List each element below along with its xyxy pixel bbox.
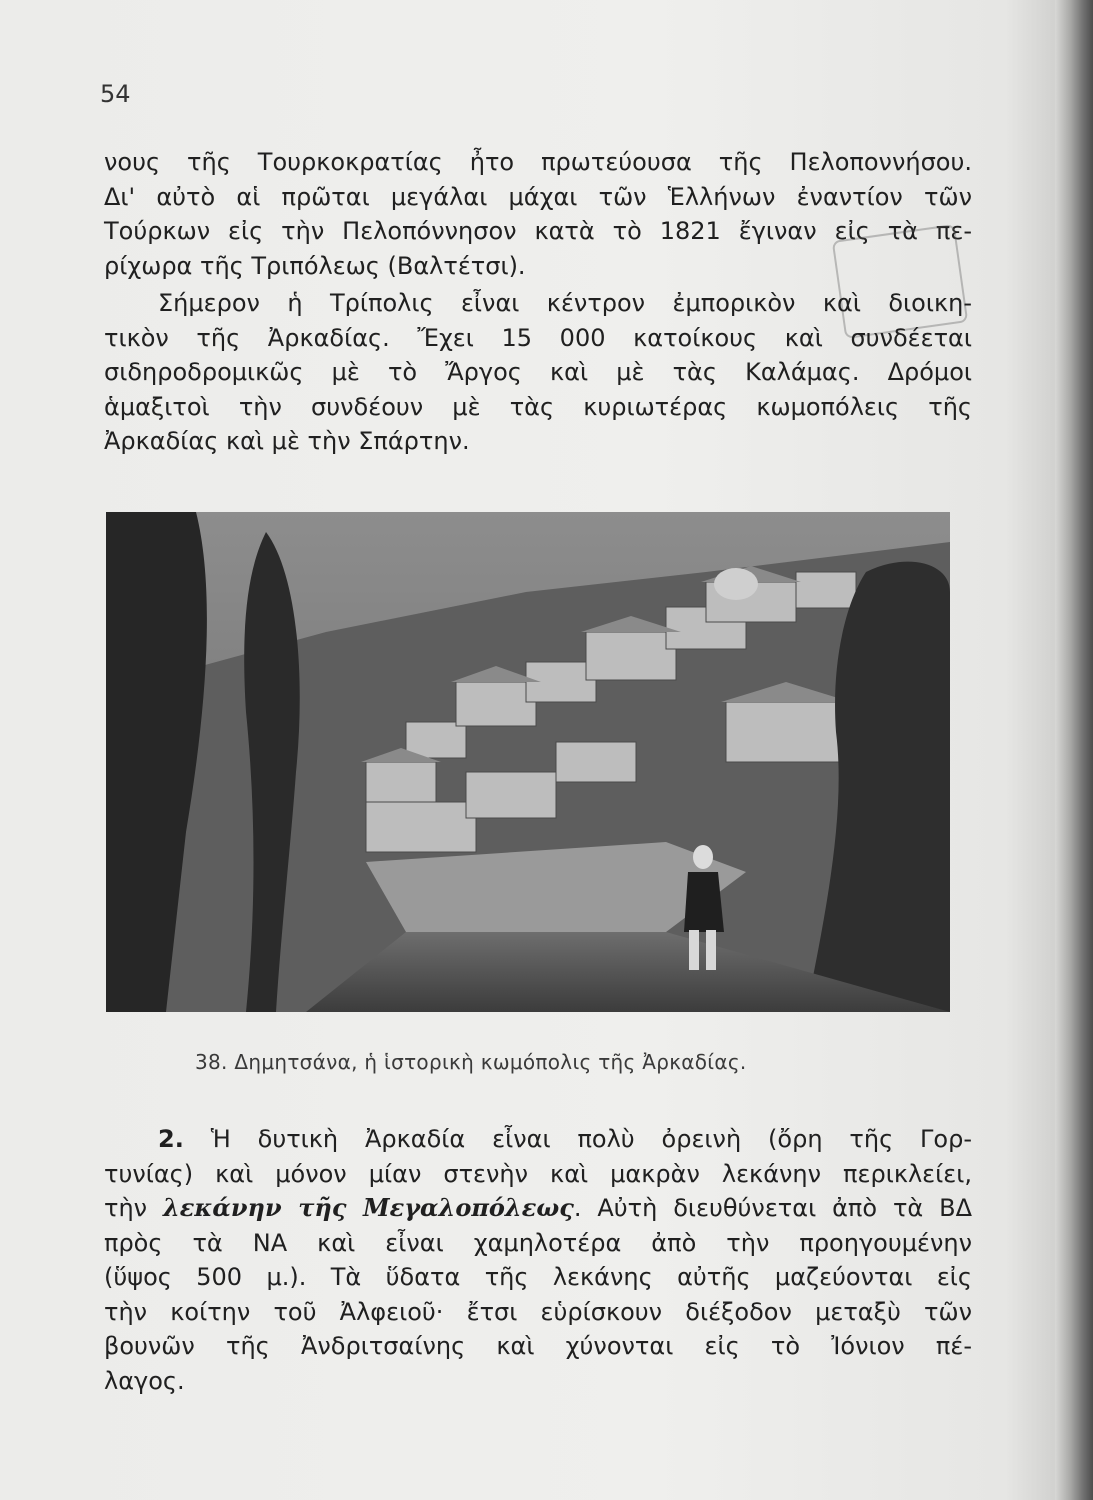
paragraph-1-line: ρίχωρα τῆς Τριπόλεως (Βαλτέτσι). <box>104 251 526 280</box>
paragraph-3 <box>104 1122 972 1398</box>
paragraph-3-line <box>104 1191 972 1226</box>
paragraph-3-line: (ὕψος 500 μ.). Τὰ ὕδατα τῆς λεκάνης αὐτῆς μαζεύονται εἰς <box>104 1263 972 1291</box>
paragraph-3-text: Ἡ δυτικὴ Ἀρκαδία εἶναι πολὺ ὀρεινὴ (ὄρη τῆς Γορ- <box>183 1125 972 1153</box>
book-spine-shadow <box>1055 0 1093 1500</box>
paragraph-3-line: λαγος. <box>104 1366 185 1395</box>
section-number: 2. <box>158 1125 184 1153</box>
emphasized-term: λεκάνην τῆς Μεγαλοπόλεως <box>162 1193 574 1222</box>
paragraph-3-line: πρὸς τὰ ΝΑ καὶ εἶναι χαμηλοτέρα ἀπὸ τὴν προηγουμένην <box>104 1228 972 1257</box>
paragraph-1-line: νους τῆς Τουρκοκρατίας ἦτο πρωτεύουσα τῆς Πελοποννήσου. <box>104 148 972 176</box>
paragraph-2-line: Σήμερον ἡ Τρίπολις εἶναι κέντρον ἐμπορικὸν καὶ διοικη- <box>158 289 972 317</box>
paragraph-3-line <box>104 1122 972 1157</box>
paragraph-2-line: σιδηροδρομικῶς μὲ τὸ Ἄργος καὶ μὲ τὰς Καλάμας. Δρόμοι <box>104 358 972 386</box>
paragraph-1-line: Τούρκων εἰς τὴν Πελοπόννησον κατὰ τὸ 1821 ἔγιναν εἰς τὰ πε- <box>104 217 972 245</box>
paragraph-2 <box>104 286 972 459</box>
figure-caption: 38. Δημητσάνα, ἡ ἱστορικὴ κωμόπολις τῆς Ἀρκαδίας. <box>195 1050 747 1074</box>
paragraph-3-text: τὴν <box>104 1194 163 1222</box>
village-photograph <box>106 512 950 1012</box>
paragraph-3-line: τὴν κοίτην τοῦ Ἀλφειοῦ· ἔτσι εὑρίσκουν διέξοδον μεταξὺ τῶν <box>104 1297 972 1326</box>
paragraph-3-text: . Αὐτὴ διευθύνεται ἀπὸ τὰ ΒΔ <box>573 1194 972 1222</box>
paragraph-3-line: βουνῶν τῆς Ἀνδριτσαίνης καὶ χύνονται εἰς τὸ Ἰόνιον πέ- <box>104 1332 972 1360</box>
page-number: 54 <box>100 80 131 108</box>
paragraph-2-line: τικὸν τῆς Ἀρκαδίας. Ἔχει 15 000 κατοίκους καὶ συνδέεται <box>104 323 972 352</box>
paragraph-2-line: Ἀρκαδίας καὶ μὲ τὴν Σπάρτην. <box>104 427 470 455</box>
paragraph-2-line: ἁμαξιτοὶ τὴν συνδέουν μὲ τὰς κυριωτέρας κωμοπόλεις τῆς <box>104 392 972 421</box>
paragraph-3-line: τυνίας) καὶ μόνον μίαν στενὴν καὶ μακρὰν λεκάνην περικλείει, <box>104 1159 972 1188</box>
paragraph-1-line: Δι' αὐτὸ αἱ πρῶται μεγάλαι μάχαι τῶν Ἑλλήνων ἐναντίον τῶν <box>104 182 972 211</box>
